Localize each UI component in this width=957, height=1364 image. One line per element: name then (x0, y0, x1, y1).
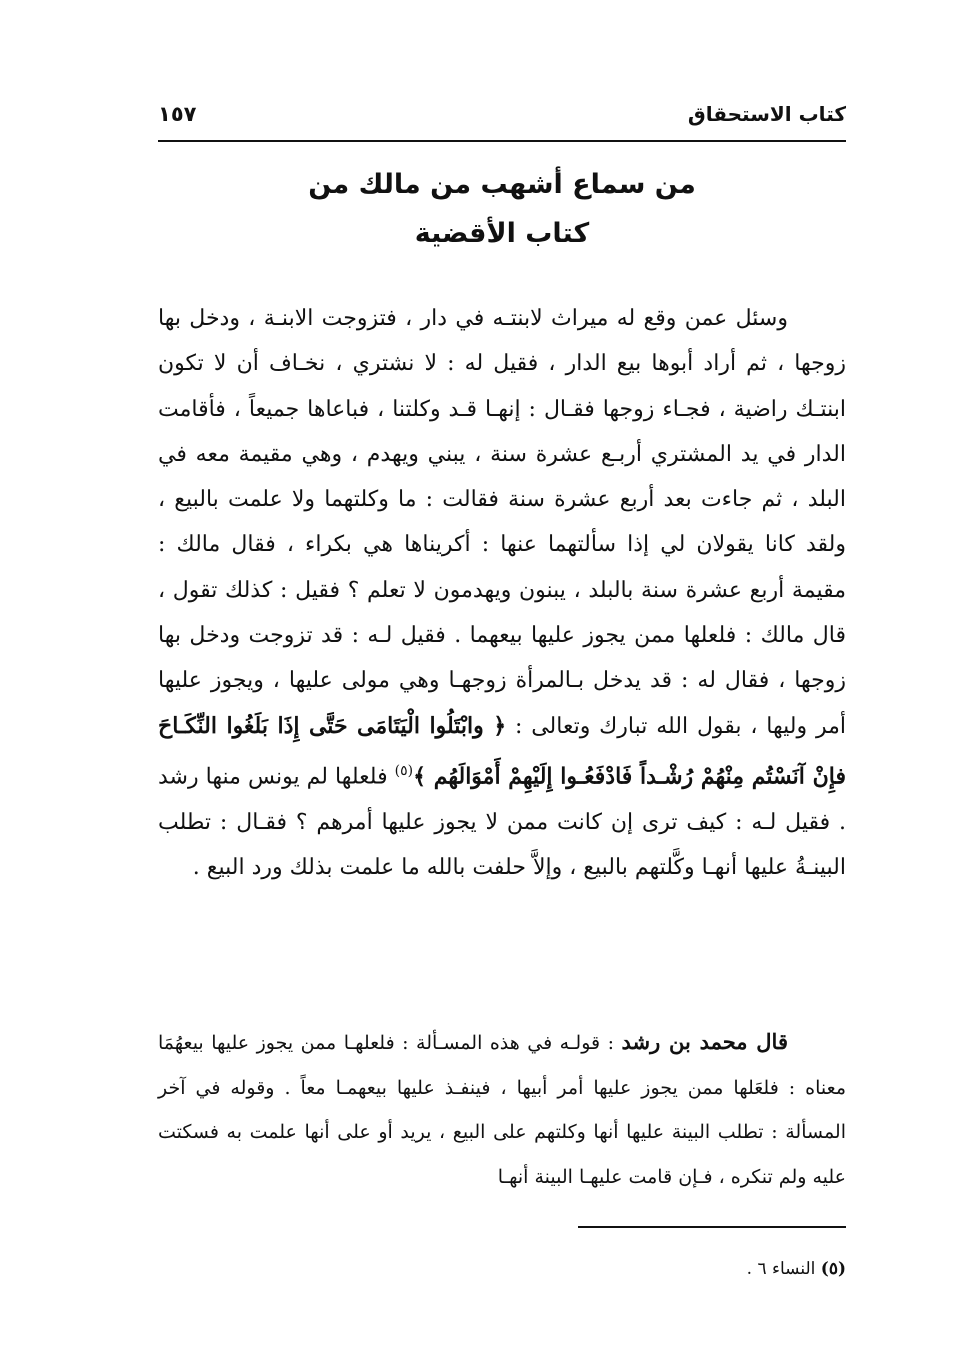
footnote-divider (578, 1226, 846, 1228)
footnote (158, 1254, 846, 1284)
quran-verse: ﴿ وابْتَلُوا الْيَتَامَى حَتَّى إِذَا بَلَغُوا النِّكَـاحَ فإِنْ آنَسْتُم مِنْهُمْ رُشْـداً فَادْفَعُـوا إِلَيْهِمْ أَمْوَالَهُم ﴾ (158, 712, 847, 790)
chapter-title (158, 160, 846, 258)
footnote-text: النساء ٦ . (746, 1259, 816, 1279)
footnote-number: (٥) (820, 1259, 846, 1279)
page-number: ١٥٧ (158, 102, 197, 126)
main-text-part-1: وسئل عمن وقع له ميراث لابنتـه في دار ، فتزوجت الابنـة ، ودخل بها زوجها ، ثم أراد أبوها بيع الدار ، فقيل له : لا نشتري ، نخـاف أن لا تكون ابنتـك راضية ، فجـاء زوجها فقـال : إنهـا قـد وكلتنا ، فباعاها جميعاً ، فأقامت الدار في يد المشتري أربـع عشرة سنة ، يبني ويهدم ، وهي مقيمة معه في البلد ، ثم جاءت بعد أربع عشرة سنة فقالت : ما وكلتهما ولا علمت بالبيع ، ولقد كانا يقولان لي إذا سألتهما عنها : أكريناها هي بكراء ، فقال مالك : مقيمة أربع عشرة سنة بالبلد ، يبنون ويهدمون لا تعلم ؟ فقيل : كذلك تقول ، قال مالك : فلعلها ممن يجوز عليها بيعهما . فقيل لـه : قد تزوجت ودخل بها زوجها ، فقال له : قد يدخل بـالمرأة زوجهـا وهي مولى عليها ، ويجوز عليها أمر وليها ، بقول الله تبارك وتعالى : (158, 306, 846, 739)
footnote-reference[interactable]: (٥) (394, 762, 414, 779)
header-divider (158, 140, 846, 142)
commentary-text: : قولـه في هذه المسـألة : فلعلهـا ممن يجوز عليها بيعهُمَا معناه : فلعَلها ممن يجوز عليها أمر أبيها ، فينفـذ عليها بيعهمـا معاً . وقوله في آخر المسألة : تطلب البينة عليها أنها وكلتهم على البيع ، يريد أو على أنها علمت به فسكتت عليه ولم تنكره ، فـإن قامت عليهـا البينة أنهـا (158, 1032, 846, 1188)
main-text (158, 296, 846, 890)
commentary-paragraph (158, 1020, 846, 1199)
commentary (158, 1020, 846, 1199)
main-paragraph (158, 296, 846, 890)
chapter-title-line-2: كتاب الأقضية (414, 218, 590, 249)
commentary-speaker: قال محمد بن رشد (621, 1029, 788, 1054)
page-header (158, 100, 846, 140)
running-title: كتاب الاستحقاق (687, 102, 846, 126)
chapter-title-line-1: من سماع أشهب من مالك من (308, 169, 696, 200)
main-text-part-2: فلعلها لم يونس منها رشد . فقيل لـه : كيف ترى إن كانت ممن لا يجوز عليها أمرهم ؟ فقـال : تطلب البينـةُ عليها أنهـا وكَّلتهم بالبيع ، وإلاَّ حلفت بالله ما علمت بذلك ورد البيع . (158, 764, 846, 880)
